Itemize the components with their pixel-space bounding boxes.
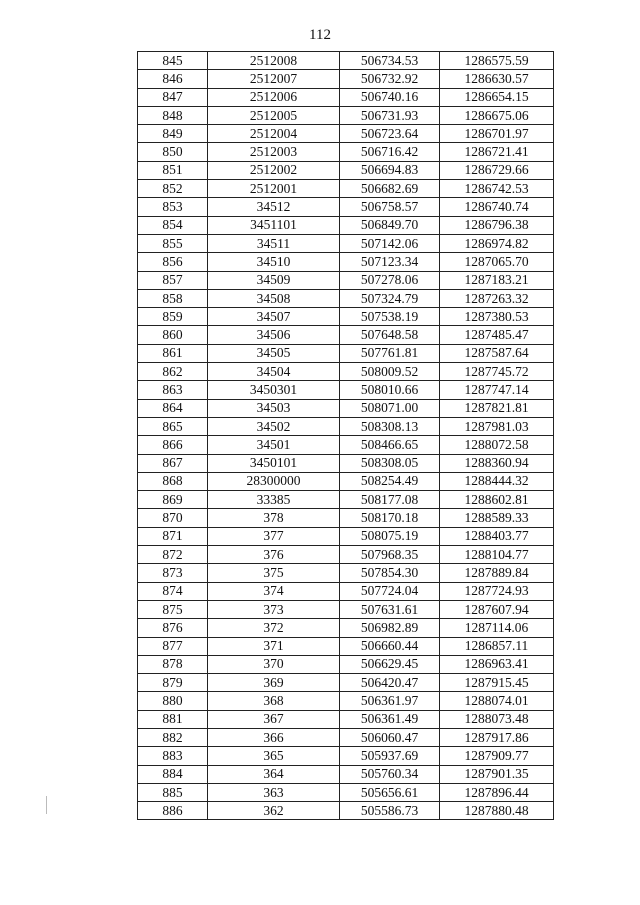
y-coordinate-cell: 1287183.21 <box>440 271 554 289</box>
coordinates-table-body <box>138 52 554 820</box>
x-coordinate-cell: 506682.69 <box>340 180 440 198</box>
point-number-cell: 848 <box>138 106 208 124</box>
y-coordinate-cell: 1287909.77 <box>440 747 554 765</box>
y-coordinate-cell: 1287485.47 <box>440 326 554 344</box>
table-row <box>138 655 554 673</box>
point-code-cell: 2512001 <box>208 180 340 198</box>
y-coordinate-cell: 1286796.38 <box>440 216 554 234</box>
x-coordinate-cell: 506716.42 <box>340 143 440 161</box>
table-row <box>138 70 554 88</box>
point-number-cell: 871 <box>138 527 208 545</box>
point-code-cell: 372 <box>208 619 340 637</box>
table-row <box>138 783 554 801</box>
table-row <box>138 527 554 545</box>
point-code-cell: 34508 <box>208 289 340 307</box>
point-code-cell: 28300000 <box>208 472 340 490</box>
point-code-cell: 363 <box>208 783 340 801</box>
table-row <box>138 399 554 417</box>
point-number-cell: 879 <box>138 674 208 692</box>
y-coordinate-cell: 1286654.15 <box>440 88 554 106</box>
x-coordinate-cell: 506420.47 <box>340 674 440 692</box>
table-row <box>138 180 554 198</box>
y-coordinate-cell: 1288602.81 <box>440 491 554 509</box>
y-coordinate-cell: 1288073.48 <box>440 710 554 728</box>
point-code-cell: 369 <box>208 674 340 692</box>
y-coordinate-cell: 1287901.35 <box>440 765 554 783</box>
y-coordinate-cell: 1287607.94 <box>440 600 554 618</box>
point-code-cell: 367 <box>208 710 340 728</box>
y-coordinate-cell: 1288444.32 <box>440 472 554 490</box>
point-code-cell: 34510 <box>208 253 340 271</box>
y-coordinate-cell: 1286675.06 <box>440 106 554 124</box>
point-number-cell: 846 <box>138 70 208 88</box>
table-row <box>138 710 554 728</box>
point-code-cell: 2512008 <box>208 52 340 70</box>
table-row <box>138 600 554 618</box>
point-code-cell: 2512003 <box>208 143 340 161</box>
table-row <box>138 271 554 289</box>
x-coordinate-cell: 507538.19 <box>340 308 440 326</box>
x-coordinate-cell: 506982.89 <box>340 619 440 637</box>
x-coordinate-cell: 507968.35 <box>340 546 440 564</box>
y-coordinate-cell: 1287981.03 <box>440 417 554 435</box>
table-row <box>138 125 554 143</box>
y-coordinate-cell: 1288403.77 <box>440 527 554 545</box>
point-code-cell: 34503 <box>208 399 340 417</box>
point-code-cell: 3450301 <box>208 381 340 399</box>
point-number-cell: 858 <box>138 289 208 307</box>
table-row <box>138 381 554 399</box>
table-row <box>138 216 554 234</box>
point-code-cell: 34502 <box>208 417 340 435</box>
x-coordinate-cell: 507123.34 <box>340 253 440 271</box>
x-coordinate-cell: 508308.13 <box>340 417 440 435</box>
x-coordinate-cell: 507724.04 <box>340 582 440 600</box>
y-coordinate-cell: 1287821.81 <box>440 399 554 417</box>
point-number-cell: 863 <box>138 381 208 399</box>
point-code-cell: 34506 <box>208 326 340 344</box>
x-coordinate-cell: 508071.00 <box>340 399 440 417</box>
point-code-cell: 2512004 <box>208 125 340 143</box>
point-number-cell: 857 <box>138 271 208 289</box>
y-coordinate-cell: 1287380.53 <box>440 308 554 326</box>
page-number: 112 <box>309 27 331 43</box>
table-row <box>138 491 554 509</box>
table-row <box>138 52 554 70</box>
y-coordinate-cell: 1286701.97 <box>440 125 554 143</box>
point-code-cell: 33385 <box>208 491 340 509</box>
margin-mark <box>46 796 51 814</box>
point-code-cell: 362 <box>208 802 340 820</box>
point-number-cell: 876 <box>138 619 208 637</box>
point-number-cell: 860 <box>138 326 208 344</box>
point-number-cell: 855 <box>138 234 208 252</box>
table-row <box>138 436 554 454</box>
x-coordinate-cell: 506723.64 <box>340 125 440 143</box>
y-coordinate-cell: 1288589.33 <box>440 509 554 527</box>
point-number-cell: 875 <box>138 600 208 618</box>
y-coordinate-cell: 1288104.77 <box>440 546 554 564</box>
y-coordinate-cell: 1288072.58 <box>440 436 554 454</box>
table-row <box>138 802 554 820</box>
table-row <box>138 674 554 692</box>
point-number-cell: 868 <box>138 472 208 490</box>
y-coordinate-cell: 1286974.82 <box>440 234 554 252</box>
table-row <box>138 509 554 527</box>
point-number-cell: 850 <box>138 143 208 161</box>
x-coordinate-cell: 505586.73 <box>340 802 440 820</box>
point-code-cell: 3450101 <box>208 454 340 472</box>
x-coordinate-cell: 506734.53 <box>340 52 440 70</box>
table-row <box>138 253 554 271</box>
point-number-cell: 873 <box>138 564 208 582</box>
x-coordinate-cell: 508170.18 <box>340 509 440 527</box>
y-coordinate-cell: 1286729.66 <box>440 161 554 179</box>
coordinates-table <box>137 51 554 820</box>
point-number-cell: 885 <box>138 783 208 801</box>
table-row <box>138 472 554 490</box>
point-code-cell: 378 <box>208 509 340 527</box>
point-code-cell: 375 <box>208 564 340 582</box>
x-coordinate-cell: 506732.92 <box>340 70 440 88</box>
table-row <box>138 161 554 179</box>
x-coordinate-cell: 506694.83 <box>340 161 440 179</box>
point-number-cell: 861 <box>138 344 208 362</box>
y-coordinate-cell: 1288360.94 <box>440 454 554 472</box>
y-coordinate-cell: 1287263.32 <box>440 289 554 307</box>
table-row <box>138 143 554 161</box>
point-number-cell: 853 <box>138 198 208 216</box>
point-number-cell: 864 <box>138 399 208 417</box>
point-number-cell: 845 <box>138 52 208 70</box>
x-coordinate-cell: 508177.08 <box>340 491 440 509</box>
x-coordinate-cell: 508075.19 <box>340 527 440 545</box>
x-coordinate-cell: 505760.34 <box>340 765 440 783</box>
table-row <box>138 326 554 344</box>
x-coordinate-cell: 506361.49 <box>340 710 440 728</box>
table-row <box>138 747 554 765</box>
point-code-cell: 3451101 <box>208 216 340 234</box>
x-coordinate-cell: 506758.57 <box>340 198 440 216</box>
x-coordinate-cell: 508010.66 <box>340 381 440 399</box>
y-coordinate-cell: 1287880.48 <box>440 802 554 820</box>
x-coordinate-cell: 507631.61 <box>340 600 440 618</box>
table-row <box>138 344 554 362</box>
y-coordinate-cell: 1287889.84 <box>440 564 554 582</box>
point-number-cell: 866 <box>138 436 208 454</box>
point-code-cell: 34507 <box>208 308 340 326</box>
point-number-cell: 867 <box>138 454 208 472</box>
point-number-cell: 874 <box>138 582 208 600</box>
y-coordinate-cell: 1286742.53 <box>440 180 554 198</box>
point-number-cell: 862 <box>138 363 208 381</box>
x-coordinate-cell: 508308.05 <box>340 454 440 472</box>
point-number-cell: 883 <box>138 747 208 765</box>
table-row <box>138 454 554 472</box>
point-code-cell: 34509 <box>208 271 340 289</box>
point-number-cell: 856 <box>138 253 208 271</box>
x-coordinate-cell: 506740.16 <box>340 88 440 106</box>
y-coordinate-cell: 1287065.70 <box>440 253 554 271</box>
point-code-cell: 371 <box>208 637 340 655</box>
x-coordinate-cell: 508466.65 <box>340 436 440 454</box>
table-row <box>138 234 554 252</box>
point-number-cell: 849 <box>138 125 208 143</box>
y-coordinate-cell: 1288074.01 <box>440 692 554 710</box>
point-code-cell: 2512006 <box>208 88 340 106</box>
table-row <box>138 308 554 326</box>
x-coordinate-cell: 507278.06 <box>340 271 440 289</box>
x-coordinate-cell: 507142.06 <box>340 234 440 252</box>
point-number-cell: 859 <box>138 308 208 326</box>
point-code-cell: 376 <box>208 546 340 564</box>
table-row <box>138 765 554 783</box>
point-code-cell: 373 <box>208 600 340 618</box>
point-number-cell: 880 <box>138 692 208 710</box>
table-row <box>138 728 554 746</box>
x-coordinate-cell: 506731.93 <box>340 106 440 124</box>
y-coordinate-cell: 1287587.64 <box>440 344 554 362</box>
table-row <box>138 619 554 637</box>
x-coordinate-cell: 507324.79 <box>340 289 440 307</box>
point-code-cell: 34512 <box>208 198 340 216</box>
table-row <box>138 692 554 710</box>
y-coordinate-cell: 1286740.74 <box>440 198 554 216</box>
point-number-cell: 851 <box>138 161 208 179</box>
point-code-cell: 34505 <box>208 344 340 362</box>
x-coordinate-cell: 508009.52 <box>340 363 440 381</box>
point-code-cell: 377 <box>208 527 340 545</box>
point-code-cell: 2512002 <box>208 161 340 179</box>
y-coordinate-cell: 1286963.41 <box>440 655 554 673</box>
point-number-cell: 884 <box>138 765 208 783</box>
point-code-cell: 34504 <box>208 363 340 381</box>
point-number-cell: 878 <box>138 655 208 673</box>
y-coordinate-cell: 1287915.45 <box>440 674 554 692</box>
x-coordinate-cell: 505937.69 <box>340 747 440 765</box>
y-coordinate-cell: 1287747.14 <box>440 381 554 399</box>
point-number-cell: 882 <box>138 728 208 746</box>
x-coordinate-cell: 506849.70 <box>340 216 440 234</box>
x-coordinate-cell: 506361.97 <box>340 692 440 710</box>
y-coordinate-cell: 1286575.59 <box>440 52 554 70</box>
table-row <box>138 289 554 307</box>
x-coordinate-cell: 508254.49 <box>340 472 440 490</box>
point-code-cell: 34501 <box>208 436 340 454</box>
x-coordinate-cell: 505656.61 <box>340 783 440 801</box>
y-coordinate-cell: 1286721.41 <box>440 143 554 161</box>
x-coordinate-cell: 506060.47 <box>340 728 440 746</box>
table-row <box>138 106 554 124</box>
x-coordinate-cell: 506660.44 <box>340 637 440 655</box>
point-code-cell: 365 <box>208 747 340 765</box>
x-coordinate-cell: 507854.30 <box>340 564 440 582</box>
point-number-cell: 877 <box>138 637 208 655</box>
y-coordinate-cell: 1286857.11 <box>440 637 554 655</box>
point-number-cell: 854 <box>138 216 208 234</box>
point-number-cell: 865 <box>138 417 208 435</box>
point-code-cell: 374 <box>208 582 340 600</box>
table-row <box>138 88 554 106</box>
x-coordinate-cell: 507761.81 <box>340 344 440 362</box>
table-row <box>138 637 554 655</box>
point-code-cell: 2512005 <box>208 106 340 124</box>
y-coordinate-cell: 1287724.93 <box>440 582 554 600</box>
point-code-cell: 366 <box>208 728 340 746</box>
table-row <box>138 564 554 582</box>
point-number-cell: 886 <box>138 802 208 820</box>
point-code-cell: 2512007 <box>208 70 340 88</box>
table-row <box>138 546 554 564</box>
point-number-cell: 852 <box>138 180 208 198</box>
y-coordinate-cell: 1287917.86 <box>440 728 554 746</box>
point-code-cell: 370 <box>208 655 340 673</box>
x-coordinate-cell: 506629.45 <box>340 655 440 673</box>
point-code-cell: 368 <box>208 692 340 710</box>
y-coordinate-cell: 1286630.57 <box>440 70 554 88</box>
table-row <box>138 363 554 381</box>
point-number-cell: 869 <box>138 491 208 509</box>
point-code-cell: 34511 <box>208 234 340 252</box>
y-coordinate-cell: 1287114.06 <box>440 619 554 637</box>
point-number-cell: 870 <box>138 509 208 527</box>
y-coordinate-cell: 1287896.44 <box>440 783 554 801</box>
table-row <box>138 198 554 216</box>
table-row <box>138 417 554 435</box>
table-row <box>138 582 554 600</box>
point-number-cell: 872 <box>138 546 208 564</box>
x-coordinate-cell: 507648.58 <box>340 326 440 344</box>
point-code-cell: 364 <box>208 765 340 783</box>
point-number-cell: 847 <box>138 88 208 106</box>
point-number-cell: 881 <box>138 710 208 728</box>
y-coordinate-cell: 1287745.72 <box>440 363 554 381</box>
